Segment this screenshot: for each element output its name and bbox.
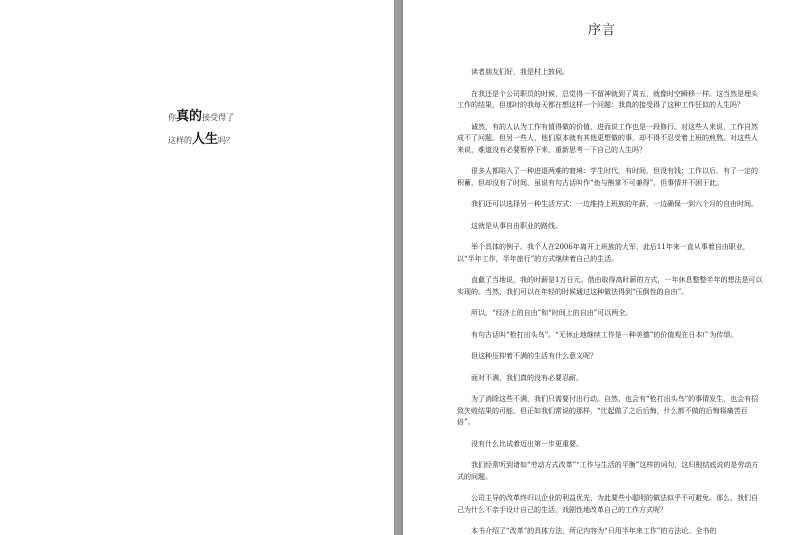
paragraph: 举个具体的例子。我个人在2006年离开上班族的大军，此后11年来一直从事着自由职业，以“半年工作，半年旅行”的方式继续着自己的生活。 xyxy=(457,243,750,263)
paragraph: 很多人都陷入了一种进退两难的窘境：学生时代，有时间，但没有钱；工作以后，有了一定的积蓄，但却没有了时间。虽说有句古话叫作“鱼与熊掌不可兼得”，但事情并不困于此。 xyxy=(457,167,758,187)
paragraph: 这就是从事自由职业的路线。 xyxy=(471,221,562,230)
paragraph: 公司主导的改革终归以企业的利益优先，为此要些小聪明的做法似乎不可避免。那么，我们自己为什么不亲手设计自己的生活，戏剧性地改革自己的工作方式呢？ xyxy=(457,494,758,514)
page-title: 序言 xyxy=(587,23,616,38)
book-gutter xyxy=(394,0,403,535)
tagline-line-2 xyxy=(168,128,234,147)
paragraph: 所以，“经济上的自由”和“时间上的自由”可以两全。 xyxy=(471,309,633,317)
tagline-2-emphasis: 人生 xyxy=(192,132,219,147)
tagline-2-pre: 这样的 xyxy=(168,136,192,145)
paragraph: 直截了当地说，我的时薪是1万日元。借由取得高时薪的方式，一年休息整整半年的想法是可以实现的。当然，我们可以在年轻的时候通过这种做法得到“压倒性的自由”。 xyxy=(457,276,763,296)
preface-body xyxy=(457,67,763,535)
tagline-line-1 xyxy=(168,105,234,124)
paragraph: 在我还是个公司职员的时候，总觉得一不留神就到了周五，就像时空瞬移一样。这当然是埋头工作的结果，但那时的我每天都在想这样一个问题：我真的接受得了这种工作狂似的人生吗？ xyxy=(457,89,758,109)
paragraph: 诚然，有的人认为工作有值得做的价值，进而说工作也是一段修行。对这些人来说，工作自然成不了问题。但另一些人，他们原本就有其他更想做的事，却不得不忍受着上班的煎熬。对这些人来说，难道没有必要暂停下来，重新思考一下自己的人生吗？ xyxy=(457,122,758,154)
tagline-1-post: 接受得了 xyxy=(202,113,235,122)
paragraph: 面对不满，我们真的没有必要忍耐。 xyxy=(471,373,583,382)
right-page xyxy=(403,0,801,535)
paragraph: 有句古话叫“枪打出头鸟”。“无休止地继续工作是一种美德”的价值观在日本广为传颂。 xyxy=(471,330,738,339)
tagline-2-post: 吗？ xyxy=(218,136,235,145)
paragraph: 我们经常听到诸如“劳动方式改革”“工作与生活的平衡”这样的词句，这归根结底说的是劳动方式的问题。 xyxy=(457,461,759,481)
tagline-1-emphasis: 真的 xyxy=(176,109,203,124)
left-page xyxy=(0,0,394,535)
tagline-1-pre: 你 xyxy=(168,113,176,122)
paragraph: 我们还可以选择另一种生活方式：一边维持上班族的年薪，一边确保一到六个月的自由时间。 xyxy=(471,200,758,208)
paragraph: 本书介绍了“改革”的具体方法，所记内容为“只用半年来工作”的方法论。全书的 xyxy=(471,527,717,535)
paragraph: 但这种压抑着不满的生活有什么意义呢？ xyxy=(471,352,597,360)
paragraph: 没有什么比试着迈出第一步更重要。 xyxy=(471,439,583,448)
paragraph: 读者朋友们好，我是村上敦伺。 xyxy=(471,68,569,76)
paragraph: 为了消除这些不满，我们只需要付出行动。自然，也会有“枪打出头鸟”的事情发生，也会有招致失败结果的可能。但正如我们常说的那样，“比起做了之后后悔，什么都不做的后悔将痛苦百倍”。 xyxy=(457,395,759,426)
